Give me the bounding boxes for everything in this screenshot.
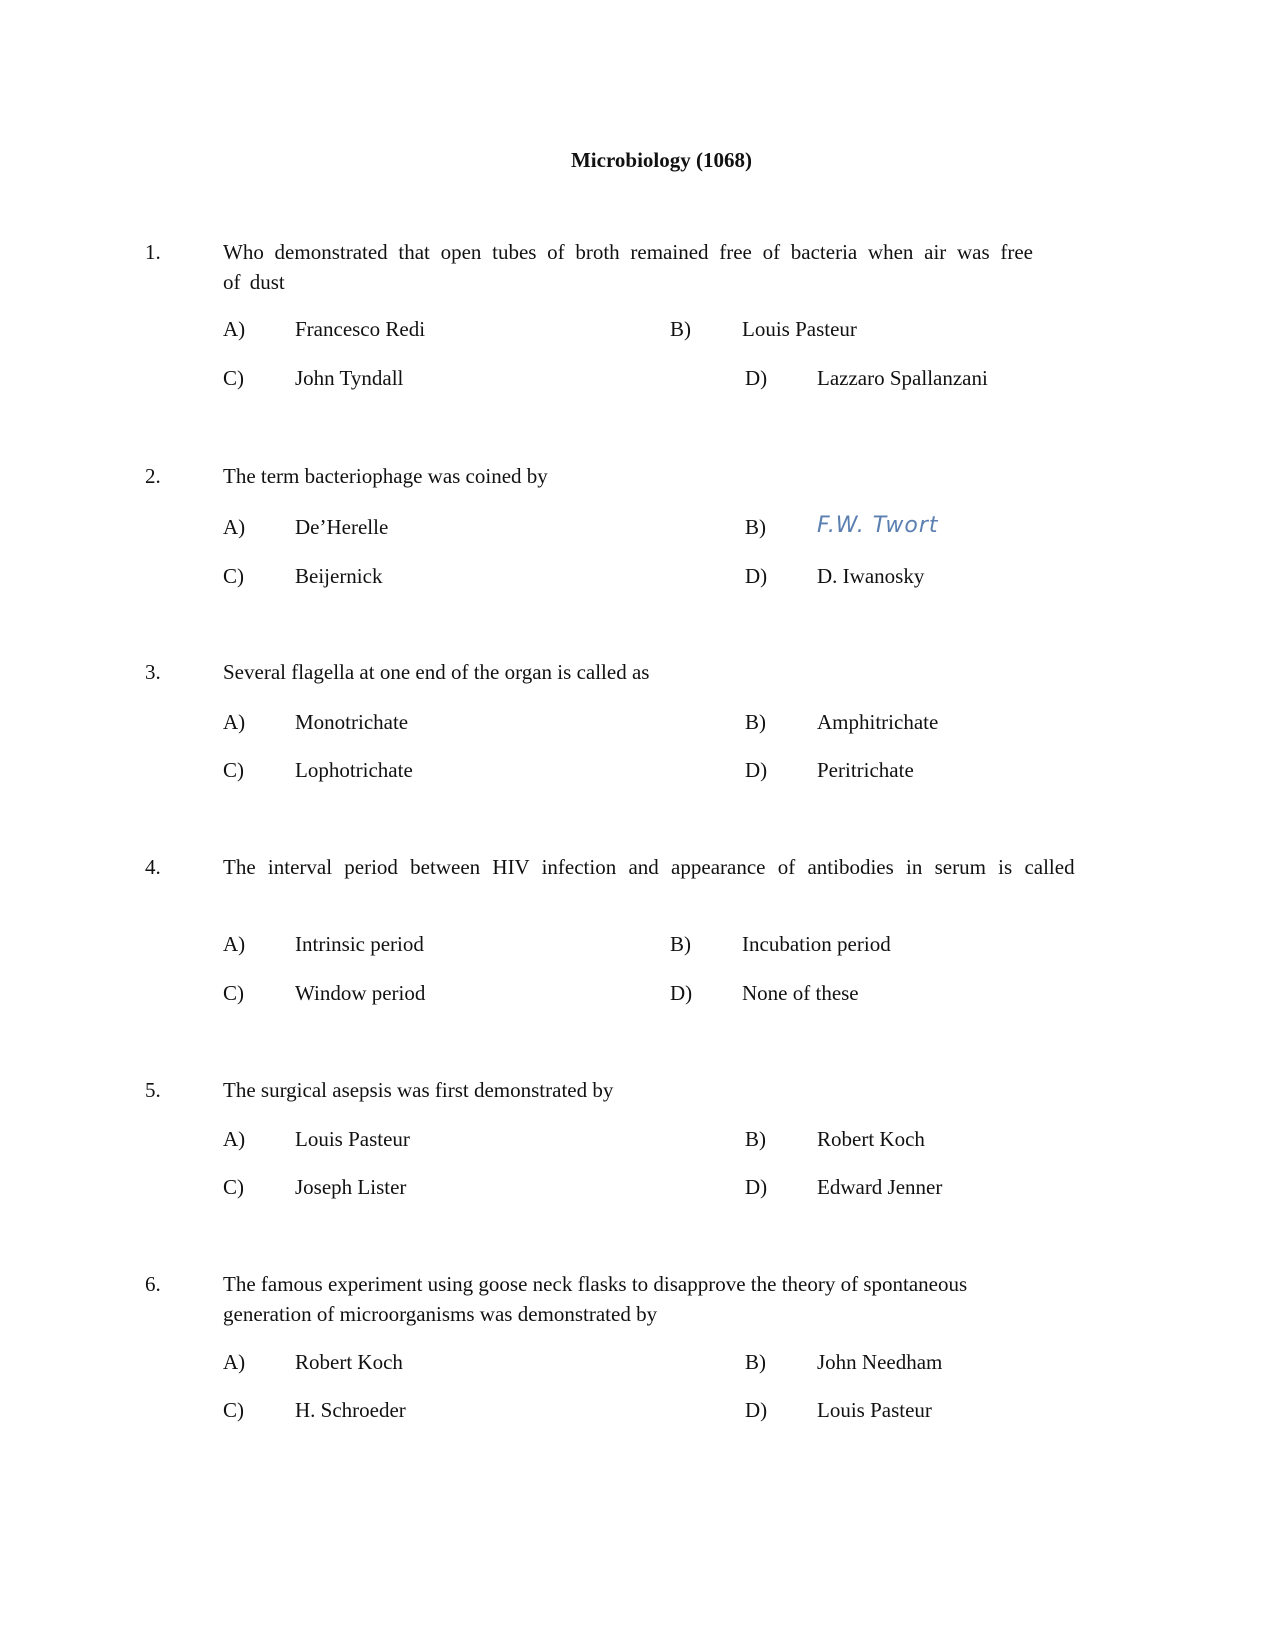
question-text: The interval period between HIV infection and appearance of antibodies in serum is called [223,855,1075,879]
option-value: De’Herelle [295,515,389,539]
option-letter: D) [745,1175,768,1199]
option-value: Edward Jenner [817,1175,943,1199]
option-value: Robert Koch [295,1350,403,1374]
option-value: Robert Koch [817,1127,925,1151]
question-number: 6. [145,1272,161,1296]
question-text: The term bacteriophage was coined by [223,464,548,488]
option-letter: D) [745,758,768,782]
option-value: Joseph Lister [295,1175,407,1199]
option-value: Lophotrichate [295,758,413,782]
option-value: H. Schroeder [295,1398,406,1422]
question-text: The surgical asepsis was first demonstrated by [223,1078,614,1102]
option-value: Beijernick [295,564,383,588]
option-letter: C) [223,366,244,390]
option-value: Window period [295,981,426,1005]
question-number: 3. [145,660,161,684]
option-letter: C) [223,758,244,782]
option-letter: D) [745,366,768,390]
option-value: Louis Pasteur [742,317,857,341]
option-letter: A) [223,710,246,734]
option-letter: A) [223,515,246,539]
question-number: 1. [145,240,161,264]
option-value: John Tyndall [295,366,404,390]
option-value: Louis Pasteur [817,1398,932,1422]
option-letter: B) [670,317,691,341]
option-letter: D) [670,981,693,1005]
option-value: Amphitrichate [817,710,939,734]
question-number: 2. [145,464,161,488]
option-value: None of these [742,981,859,1005]
option-letter: D) [745,1398,768,1422]
question-text: The famous experiment using goose neck flasks to disapprove the theory of spontaneous generation of microorganisms was demonstrated by [223,1272,968,1326]
option-value: Louis Pasteur [295,1127,410,1151]
option-letter: B) [745,1127,766,1151]
option-value: Peritrichate [817,758,914,782]
option-letter: C) [223,1398,244,1422]
question-number: 5. [145,1078,161,1102]
question-number: 4. [145,855,161,879]
option-value: Monotrichate [295,710,409,734]
option-value: Incubation period [742,932,891,956]
option-letter: B) [745,710,766,734]
option-letter: A) [223,932,246,956]
option-letter: D) [745,564,768,588]
option-letter: A) [223,1127,246,1151]
option-letter: A) [223,317,246,341]
option-value: Lazzaro Spallanzani [817,366,988,390]
handwritten-answer: F.W. Twort [817,513,939,538]
option-letter: B) [745,1350,766,1374]
option-value: John Needham [817,1350,943,1374]
question-text: Several flagella at one end of the organ is called as [223,660,650,684]
option-letter: C) [223,564,244,588]
option-letter: C) [223,1175,244,1199]
option-value: Francesco Redi [295,317,426,341]
option-letter: A) [223,1350,246,1374]
option-letter: C) [223,981,244,1005]
question-text: Who demonstrated that open tubes of broth remained free of bacteria when air was free of dust [223,240,1033,294]
option-value: Intrinsic period [295,932,424,956]
option-letter: B) [670,932,691,956]
option-value: D. Iwanosky [817,564,925,588]
option-letter: B) [745,515,766,539]
page-title: Microbiology (1068) [570,148,752,172]
